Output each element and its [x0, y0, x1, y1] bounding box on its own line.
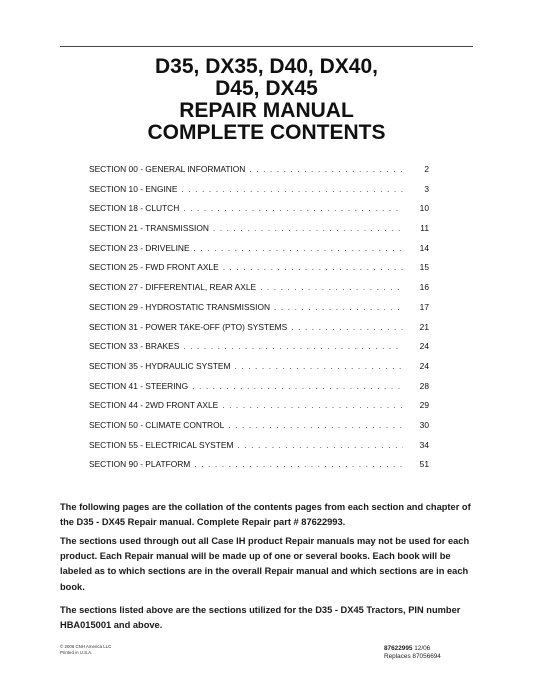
title-line-models-2: D45, DX45: [215, 77, 318, 100]
toc-entry-title: SECTION 21 - TRANSMISSION: [89, 223, 209, 234]
toc-entry-title: SECTION 55 - ELECTRICAL SYSTEM: [89, 439, 234, 450]
toc-entry-page: 29: [419, 400, 429, 411]
toc-leader-dots: [183, 341, 403, 351]
toc-entry-page: 34: [419, 439, 429, 450]
toc-leader-dots: [234, 361, 403, 371]
toc-leader-dots: [223, 262, 403, 272]
toc-entry-page: 24: [419, 341, 429, 352]
table-of-contents: [89, 164, 429, 479]
toc-entry-title: SECTION 50 - CLIMATE CONTROL: [89, 419, 225, 430]
toc-entry-page: 17: [419, 301, 429, 312]
paragraph-collation: The following pages are the collation of the contents pages from each section and chapter of the D35 - DX45 Repair manual. Complete Repair part # 87622993.: [60, 502, 471, 528]
toc-entry-page: 3: [424, 183, 429, 194]
toc-entry-title: SECTION 29 - HYDROSTATIC TRANSMISSION: [89, 301, 271, 312]
toc-entry-title: SECTION 18 - CLUTCH: [89, 203, 180, 214]
toc-entry-page: 28: [419, 380, 429, 391]
toc-entry-page: 15: [419, 262, 429, 273]
toc-leader-dots: [274, 302, 403, 312]
toc-entry: [89, 243, 429, 263]
toc-entry-title: SECTION 90 - PLATFORM: [89, 459, 191, 470]
toc-leader-dots: [194, 459, 403, 469]
toc-entry-title: SECTION 31 - POWER TAKE-OFF (PTO) SYSTEMS: [89, 321, 288, 332]
toc-entry-title: SECTION 44 - 2WD FRONT AXLE: [89, 400, 219, 411]
toc-leader-dots: [192, 381, 403, 391]
toc-entry-page: 2: [424, 164, 429, 174]
toc-entry-page: 30: [419, 419, 429, 430]
title-line-models-1: D35, DX35, D40, DX40,: [155, 55, 378, 78]
toc-entry-page: 24: [419, 360, 429, 371]
paragraph-sections-utilized: The sections listed above are the sections utilized for the D35 - DX45 Tractors, PIN number HBA015001 and above.: [60, 605, 461, 631]
toc-entry-page: 16: [419, 282, 429, 293]
toc-leader-dots: [260, 282, 403, 292]
title-line-complete-contents: COMPLETE CONTENTS: [147, 121, 386, 144]
toc-entry-title: SECTION 10 - ENGINE: [89, 183, 178, 194]
part-number: 87622995: [384, 645, 413, 652]
toc-entry: [89, 361, 429, 381]
title-line-repair-manual: REPAIR MANUAL: [179, 99, 354, 122]
toc-entry-page: 21: [419, 321, 429, 332]
toc-entry: [89, 420, 429, 440]
toc-leader-dots: [213, 223, 403, 233]
toc-entry-title: SECTION 00 - GENERAL INFORMATION: [89, 164, 246, 174]
print-date: 12/06: [414, 645, 431, 652]
toc-entry-page: 11: [420, 223, 429, 234]
toc-leader-dots: [222, 400, 403, 410]
toc-entry: [89, 341, 429, 361]
toc-entry: [89, 322, 429, 342]
toc-entry: [89, 459, 429, 479]
top-rule: [60, 46, 473, 47]
toc-leader-dots: [237, 440, 403, 450]
toc-entry-title: SECTION 23 - DRIVELINE: [89, 242, 190, 253]
toc-leader-dots: [228, 420, 403, 430]
toc-entry: [89, 400, 429, 420]
toc-leader-dots: [183, 203, 403, 213]
toc-entry-page: 14: [419, 242, 429, 253]
toc-entry: [89, 262, 429, 282]
toc-entry-title: SECTION 33 - BRAKES: [89, 341, 180, 352]
toc-entry: [89, 184, 429, 204]
toc-leader-dots: [181, 184, 403, 194]
toc-entry: [89, 440, 429, 460]
toc-leader-dots: [194, 243, 403, 253]
toc-entry: [89, 302, 429, 322]
toc-entry-page: 10: [419, 203, 429, 214]
document-title: [0, 56, 533, 144]
toc-entry: [89, 164, 429, 184]
toc-entry: [89, 223, 429, 243]
toc-entry-title: SECTION 25 - FWD FRONT AXLE: [89, 262, 219, 273]
document-info: [384, 645, 441, 662]
toc-entry-title: SECTION 27 - DIFFERENTIAL, REAR AXLE: [89, 282, 257, 293]
toc-leader-dots: [291, 322, 403, 332]
toc-entry: [89, 381, 429, 401]
replaces-number: Replaces 87056694: [384, 653, 441, 661]
toc-entry: [89, 203, 429, 223]
toc-entry-title: SECTION 35 - HYDRAULIC SYSTEM: [89, 360, 231, 371]
copyright-notice: [60, 644, 111, 656]
toc-entry-title: SECTION 41 - STEERING: [89, 380, 189, 391]
toc-leader-dots: [249, 164, 403, 174]
printed-line: Printed in U.S.A.: [60, 650, 93, 655]
toc-entry: [89, 282, 429, 302]
copyright-line: © 2006 CNH America LLC: [60, 644, 112, 649]
toc-entry-page: 51: [419, 459, 429, 470]
paragraph-sections-usage: The sections used through out all Case IH product Repair manuals may not be used for each product. Each Repair manual will be made up of one or several books. Each book will be labeled as to which sections are in the overall Repair manual and which sections are in each book.: [60, 536, 470, 592]
